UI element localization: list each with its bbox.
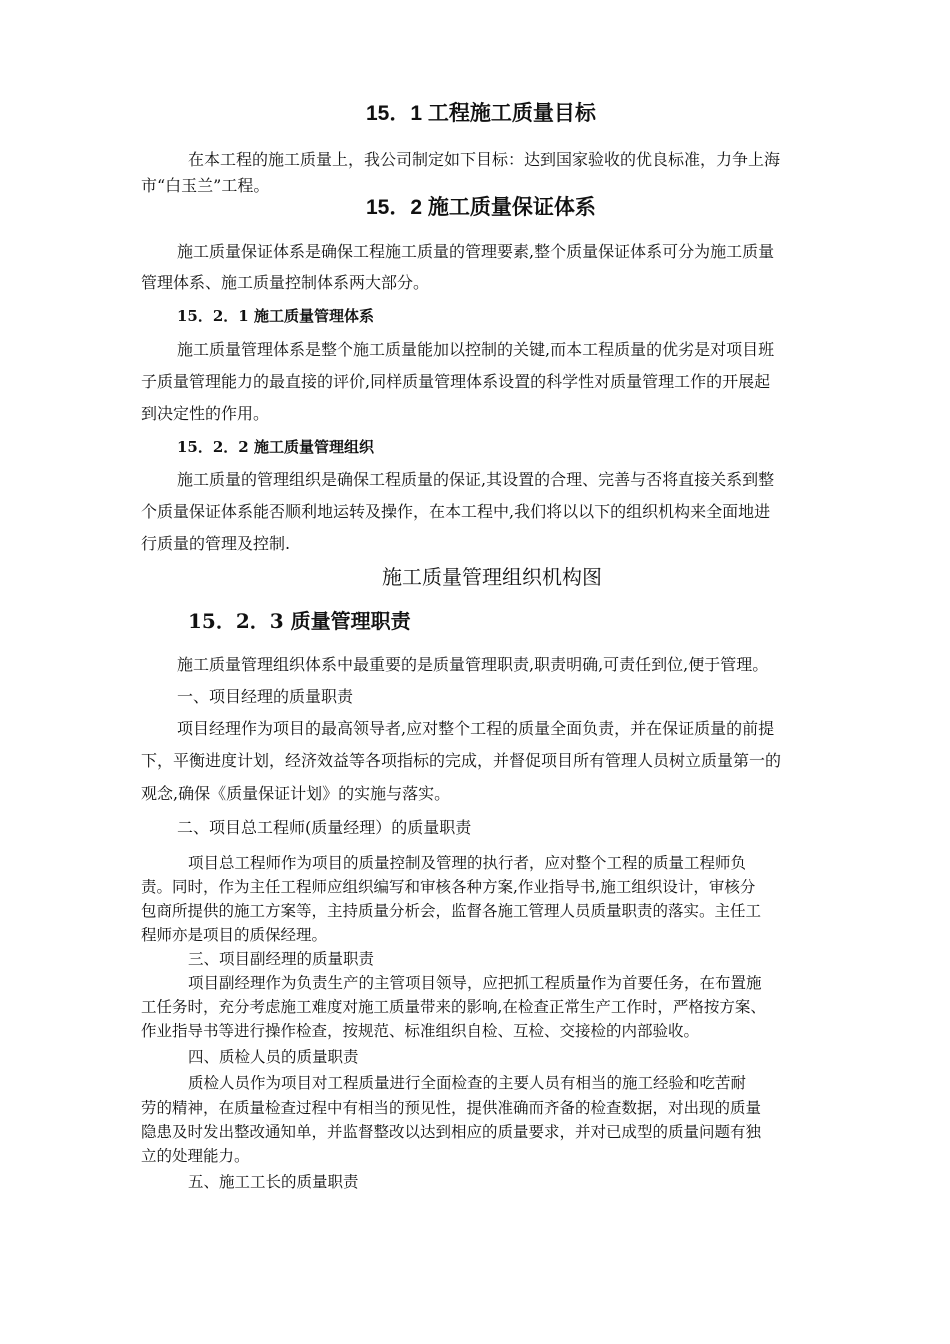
paragraph-line: 子质量管理能力的最直接的评价,同样质量管理体系设置的科学性对质量管理工作的开展起 <box>141 372 771 391</box>
paragraph-line: 项目副经理作为负责生产的主管项目领导，应把抓工程质量作为首要任务，在布置施 <box>188 974 762 992</box>
paragraph-line: 责。同时，作为主任工程师应组织编写和审核各种方案,作业指导书,施工组织设计，审核分 <box>141 878 756 896</box>
heading-15-1: 15．1 工程施工质量目标 <box>366 102 596 125</box>
paragraph-line: 施工质量的管理组织是确保工程质量的保证,其设置的合理、完善与否将直接关系到整 <box>177 470 775 489</box>
paragraph-line: 下，平衡进度计划，经济效益等各项指标的完成，并督促项目所有管理人员树立质量第一的 <box>141 751 782 770</box>
paragraph-line: 程师亦是项目的质保经理。 <box>141 926 328 944</box>
paragraph-line: 观念,确保《质量保证计划》的实施与落实。 <box>141 784 451 803</box>
paragraph-line: 在本工程的施工质量上，我公司制定如下目标：达到国家验收的优良标准，力争上海 <box>188 150 781 169</box>
heading-15-2-1: 15．2．1 施工质量管理体系 <box>177 307 374 325</box>
paragraph-line: 隐患及时发出整改通知单，并监督整改以达到相应的质量要求，并对已成型的质量问题有独 <box>141 1123 762 1141</box>
paragraph-line: 个质量保证体系能否顺利地运转及操作，在本工程中,我们将以以下的组织机构来全面地进 <box>141 502 771 521</box>
paragraph-line: 行质量的管理及控制. <box>141 534 291 553</box>
paragraph-line: 包商所提供的施工方案等，主持质量分析会，监督各施工管理人员质量职责的落实。主任工 <box>141 902 762 920</box>
item-title: 三、项目副经理的质量职责 <box>188 950 375 968</box>
paragraph-line: 作业指导书等进行操作检查，按规范、标准组织自检、互检、交接检的内部验收。 <box>141 1022 700 1040</box>
paragraph-line: 劳的精神，在质量检查过程中有相当的预见性，提供准确而齐备的检查数据，对出现的质量 <box>141 1099 762 1117</box>
paragraph-line: 施工质量管理组织体系中最重要的是质量管理职责,职责明确,可责任到位,便于管理。 <box>177 655 769 674</box>
paragraph-line: 工任务时，充分考虑施工难度对施工质量带来的影响,在检查正常生产工作时，严格按方案、 <box>141 998 766 1016</box>
paragraph-line: 项目总工程师作为项目的质量控制及管理的执行者，应对整个工程的质量工程师负 <box>188 854 747 872</box>
paragraph-line: 施工质量保证体系是确保工程施工质量的管理要素,整个质量保证体系可分为施工质量 <box>177 242 775 261</box>
paragraph-line: 管理体系、施工质量控制体系两大部分。 <box>141 273 430 292</box>
item-title: 四、质检人员的质量职责 <box>188 1048 359 1066</box>
item-title: 五、施工工长的质量职责 <box>188 1173 359 1191</box>
paragraph-line: 立的处理能力。 <box>141 1147 250 1165</box>
heading-15-2-2: 15．2．2 施工质量管理组织 <box>177 438 374 456</box>
paragraph-line: 施工质量管理体系是整个施工质量能加以控制的关键,而本工程质量的优劣是对项目班 <box>177 340 775 359</box>
figure-caption: 施工质量管理组织机构图 <box>382 565 602 589</box>
heading-15-2-3: 15．2．3 质量管理职责 <box>188 609 411 633</box>
paragraph-line: 质检人员作为项目对工程质量进行全面检查的主要人员有相当的施工经验和吃苦耐 <box>188 1074 747 1092</box>
item-title: 二、项目总工程师(质量经理）的质量职责 <box>177 818 472 837</box>
paragraph-line: 市“白玉兰”工程。 <box>141 176 270 195</box>
heading-15-2: 15．2 施工质量保证体系 <box>366 196 596 219</box>
paragraph-line: 项目经理作为项目的最高领导者,应对整个工程的质量全面负责，并在保证质量的前提 <box>177 719 775 738</box>
item-title: 一、项目经理的质量职责 <box>177 687 354 706</box>
paragraph-line: 到决定性的作用。 <box>141 404 270 423</box>
